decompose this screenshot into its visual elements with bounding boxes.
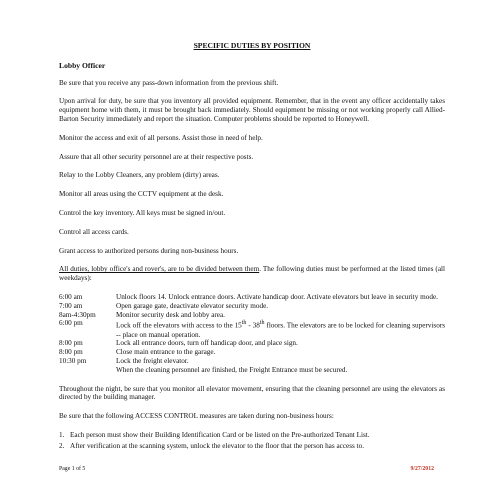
paragraph-monitor-access: Monitor the access and exit of all persons. Assist those in need of help.: [59, 133, 263, 142]
desc-part: - 38: [246, 321, 260, 330]
schedule-row: [59, 348, 445, 357]
schedule-time: 8am-4:30pm: [59, 310, 96, 319]
list-item: [59, 431, 445, 440]
paragraph-cctv: Monitor all areas using the CCTV equipment at the desk.: [59, 190, 224, 199]
schedule-time: 8:00 pm: [59, 339, 83, 348]
schedule-description: Open garage gate, deactivate elevator security mode.: [116, 301, 269, 310]
paragraph-lobby-cleaners: Relay to the Lobby Cleaners, any problem (dirty) areas.: [59, 171, 220, 180]
paragraph-access-control-intro: Be sure that the following ACCESS CONTROL measures are taken during non-business hours:: [59, 412, 334, 421]
access-control-list: [59, 431, 445, 451]
list-item-number: 2.: [59, 441, 65, 450]
schedule-row: [59, 311, 445, 320]
paragraph-equipment: Upon arrival for duty, be sure that you inventory all provided equipment. Remember, that in the event any officer accidentally takes equipment home with them, it must be brought back immediately. Should equipment be missing or not working properly call Allied-Barton Security immediately and report the situation. Computer problems should be reported to Honeywell.: [59, 97, 445, 123]
list-item-number: 1.: [59, 430, 65, 439]
list-item-text: Each person must show their Building Identification Card or be listed on the Pre-authorized Tenant List.: [70, 430, 370, 439]
schedule-note: When the cleaning personnel are finished, the Freight Entrance must be secured.: [116, 365, 348, 374]
desc-part: Lock off the elevators with access to the 15: [116, 321, 242, 330]
schedule-description: Lock all entrance doors, turn off handicap door, and place sign.: [116, 339, 298, 348]
schedule-row: [59, 302, 445, 311]
duties-intro-rest: . The following duties must be performed at the listed times (all weekdays):: [59, 265, 446, 283]
document-body: [59, 42, 445, 453]
list-item: [59, 442, 445, 451]
footer-date: 9/27/2012: [410, 466, 434, 472]
paragraph-elevator-movement: Throughout the night, be sure that you monitor all elevator movement, ensuring that the cleaning personnel are using the elevators as directed by the building manager.: [59, 384, 445, 402]
schedule-description: Close main entrance to the garage.: [116, 348, 216, 357]
schedule-time: 6:00 am: [59, 292, 83, 301]
schedule-description: Unlock floors 14. Unlock entrance doors. Activate handicap door. Activate elevators but leave in security mode.: [116, 292, 438, 301]
schedule-time: 7:00 am: [59, 301, 83, 310]
section-heading: Lobby Officer: [59, 60, 106, 70]
schedule-row: [59, 339, 445, 348]
document-title: SPECIFIC DUTIES BY POSITION: [193, 41, 311, 50]
superscript: th: [259, 320, 265, 327]
schedule-row: [59, 293, 445, 302]
paragraph-access-cards: Control all access cards.: [59, 227, 129, 236]
paragraph-duties-intro: [59, 265, 445, 283]
schedule-description: Monitor security desk and lobby area.: [116, 310, 225, 319]
duties-intro-underlined: All duties, lobby office's and rover's, are to be divided between them: [59, 265, 260, 274]
footer-page-number: Page 1 of 5: [59, 466, 86, 472]
duty-schedule: [59, 293, 445, 375]
schedule-time: 8:00 pm: [59, 348, 83, 357]
paragraph-key-inventory: Control the key inventory. All keys must be signed in/out.: [59, 208, 226, 217]
desc-part: floors. The elevators are to be locked for cleaning supervisors -- place on manual operation.: [116, 321, 446, 339]
paragraph-grant-access: Grant access to authorized persons during non-business hours.: [59, 246, 239, 255]
list-item-text: After verification at the scanning system, unlock the elevator to the floor that the person has access to.: [70, 441, 364, 450]
paragraph-pass-down: Be sure that you receive any pass-down information from the previous shift.: [59, 78, 279, 87]
schedule-row: [59, 357, 445, 366]
schedule-row: [59, 319, 445, 339]
schedule-description: [116, 319, 445, 339]
superscript: th: [241, 320, 247, 327]
schedule-time: 10:30 pm: [59, 356, 87, 365]
paragraph-personnel-posts: Assure that all other security personnel are at their respective posts.: [59, 152, 254, 161]
schedule-time: 6:00 pm: [59, 319, 83, 328]
schedule-description: Lock the freight elevator.: [116, 356, 189, 365]
